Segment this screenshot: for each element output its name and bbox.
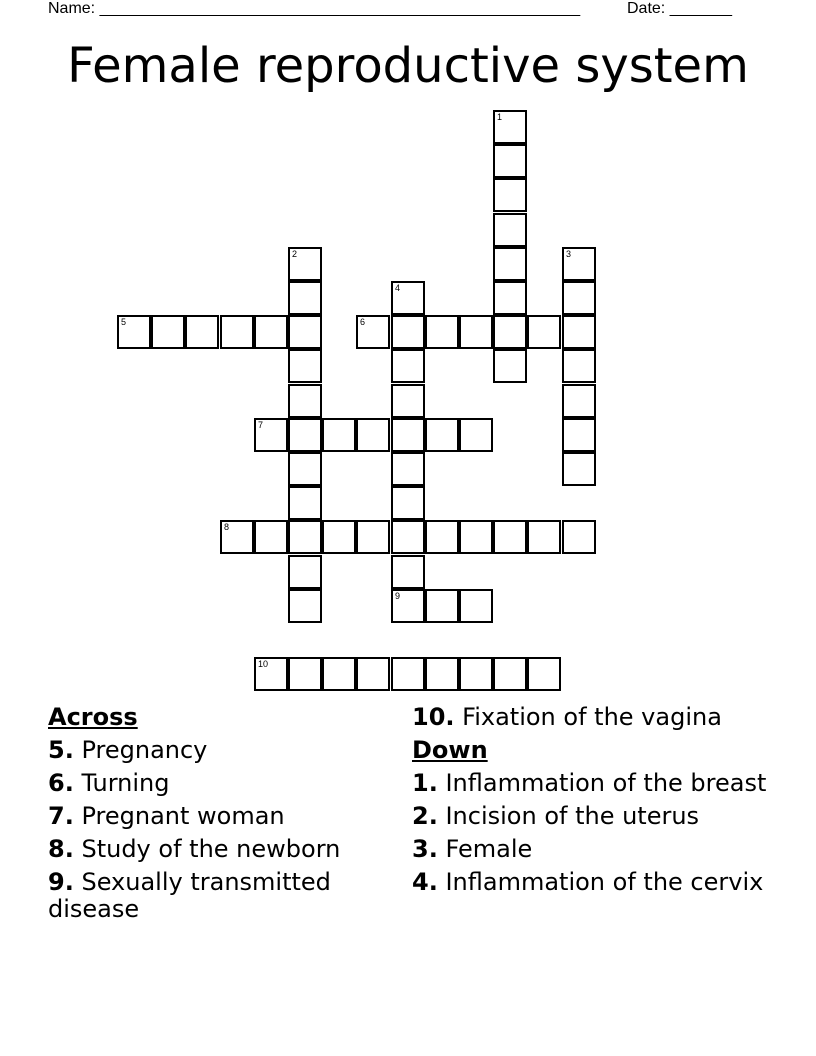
clue-number: 3. [412, 835, 438, 863]
clue-number-label: 5 [121, 317, 127, 327]
clue-down-1 [412, 770, 772, 797]
clue-number-label: 8 [224, 522, 230, 532]
crossword-cell[interactable] [527, 315, 561, 349]
clue-number: 5. [48, 736, 74, 764]
clue-number-label: 4 [395, 283, 401, 293]
crossword-cell[interactable] [459, 418, 493, 452]
clue-number: 6. [48, 769, 74, 797]
crossword-cell[interactable] [459, 520, 493, 554]
crossword-cell[interactable] [562, 281, 596, 315]
crossword-cell[interactable] [562, 349, 596, 383]
crossword-cell[interactable] [288, 418, 322, 452]
clues-right-column [412, 704, 772, 902]
crossword-cell[interactable] [493, 281, 527, 315]
crossword-cell-9[interactable] [391, 589, 425, 623]
clue-text: Inflammation of the breast [445, 769, 767, 797]
clue-number: 2. [412, 802, 438, 830]
crossword-cell[interactable] [254, 520, 288, 554]
clues-left-column [48, 704, 378, 929]
name-field: Name: ______________________________________________________ [48, 0, 581, 17]
clue-down-3 [412, 836, 772, 863]
crossword-cell[interactable] [356, 418, 390, 452]
crossword-cell-4[interactable] [391, 281, 425, 315]
crossword-cell[interactable] [185, 315, 219, 349]
crossword-cell[interactable] [288, 349, 322, 383]
crossword-cell[interactable] [459, 589, 493, 623]
crossword-cell[interactable] [220, 315, 254, 349]
crossword-cell[interactable] [562, 452, 596, 486]
crossword-cell-2[interactable] [288, 247, 322, 281]
crossword-cell[interactable] [391, 486, 425, 520]
clue-number: 7. [48, 802, 74, 830]
crossword-cell[interactable] [322, 657, 356, 691]
clue-number-label: 2 [292, 249, 298, 259]
crossword-cell[interactable] [562, 418, 596, 452]
crossword-cell[interactable] [459, 315, 493, 349]
crossword-cell[interactable] [288, 281, 322, 315]
clue-text: Inflammation of the cervix [445, 868, 764, 896]
crossword-cell[interactable] [391, 555, 425, 589]
crossword-cell[interactable] [493, 520, 527, 554]
clue-text: Female [445, 835, 533, 863]
crossword-cell[interactable] [254, 315, 288, 349]
crossword-cell-5[interactable] [117, 315, 151, 349]
clue-number: 8. [48, 835, 74, 863]
crossword-cell[interactable] [356, 520, 390, 554]
clue-across-9 [48, 869, 378, 923]
crossword-cell[interactable] [493, 315, 527, 349]
clue-number-label: 3 [566, 249, 572, 259]
crossword-cell[interactable] [527, 520, 561, 554]
clue-down-2 [412, 803, 772, 830]
crossword-cell[interactable] [322, 520, 356, 554]
clue-text: Sexually transmitted disease [48, 868, 331, 923]
crossword-cell[interactable] [391, 349, 425, 383]
crossword-cell[interactable] [288, 315, 322, 349]
crossword-cell[interactable] [288, 384, 322, 418]
clue-text: Pregnancy [81, 736, 208, 764]
crossword-cell-8[interactable] [220, 520, 254, 554]
crossword-cell[interactable] [288, 589, 322, 623]
crossword-cell[interactable] [391, 452, 425, 486]
across-heading: Across [48, 703, 138, 731]
clue-across-8 [48, 836, 378, 863]
clue-across-5 [48, 737, 378, 764]
clue-down-4 [412, 869, 772, 896]
crossword-cell[interactable] [322, 418, 356, 452]
crossword-cell[interactable] [391, 520, 425, 554]
crossword-cell-6[interactable] [356, 315, 390, 349]
crossword-cell[interactable] [493, 213, 527, 247]
clue-text: Study of the newborn [81, 835, 341, 863]
crossword-cell[interactable] [151, 315, 185, 349]
clue-number-label: 10 [258, 659, 269, 669]
crossword-cell[interactable] [288, 657, 322, 691]
crossword-cell[interactable] [391, 384, 425, 418]
crossword-cell[interactable] [425, 657, 459, 691]
crossword-cell[interactable] [425, 418, 459, 452]
page-title: Female reproductive system [67, 38, 749, 94]
clue-across-10 [412, 704, 772, 731]
crossword-cell[interactable] [391, 418, 425, 452]
crossword-cell[interactable] [391, 657, 425, 691]
crossword-cell[interactable] [527, 657, 561, 691]
crossword-cell[interactable] [562, 384, 596, 418]
down-heading: Down [412, 736, 488, 764]
clue-number-label: 6 [360, 317, 366, 327]
clue-number: 4. [412, 868, 438, 896]
crossword-cell[interactable] [288, 486, 322, 520]
clue-text: Incision of the uterus [445, 802, 700, 830]
clue-number: 1. [412, 769, 438, 797]
crossword-cell[interactable] [493, 349, 527, 383]
clue-text: Fixation of the vagina [462, 703, 722, 731]
crossword-cell[interactable] [425, 589, 459, 623]
crossword-cell-3[interactable] [562, 247, 596, 281]
crossword-cell[interactable] [459, 657, 493, 691]
crossword-cell[interactable] [288, 452, 322, 486]
clue-number: 10. [412, 703, 455, 731]
clue-across-7 [48, 803, 378, 830]
clue-across-6 [48, 770, 378, 797]
crossword-cell[interactable] [425, 520, 459, 554]
crossword-cell[interactable] [493, 247, 527, 281]
crossword-cell[interactable] [288, 555, 322, 589]
clue-number-label: 9 [395, 591, 401, 601]
crossword-cell[interactable] [562, 315, 596, 349]
clue-number: 9. [48, 868, 74, 896]
crossword-cell[interactable] [493, 178, 527, 212]
crossword-cell[interactable] [288, 520, 322, 554]
crossword-cell[interactable] [391, 315, 425, 349]
crossword-cell[interactable] [425, 315, 459, 349]
date-field: Date: _______ [627, 0, 732, 17]
crossword-cell-7[interactable] [254, 418, 288, 452]
crossword-cell[interactable] [562, 520, 596, 554]
crossword-cell[interactable] [493, 657, 527, 691]
crossword-cell[interactable] [356, 657, 390, 691]
clue-text: Pregnant woman [81, 802, 285, 830]
crossword-cell[interactable] [493, 144, 527, 178]
crossword-cell-1[interactable] [493, 110, 527, 144]
clue-text: Turning [81, 769, 170, 797]
crossword-cell-10[interactable] [254, 657, 288, 691]
clue-number-label: 7 [258, 420, 264, 430]
clue-number-label: 1 [497, 112, 503, 122]
